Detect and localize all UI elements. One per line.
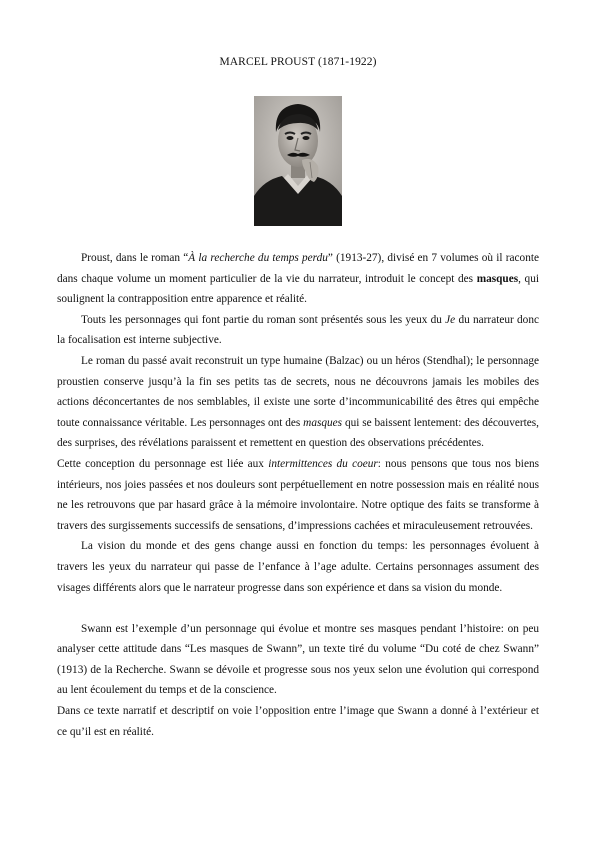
paragraph-roman-passe: Le roman du passé avait reconstruit un type humaine (Balzac) ou un héros (Stendhal); le personnage proustien conserve jusqu’à la fin ses petits tas de secrets, nous ne découvrons jamais les mobiles des actions déconcertantes de nos semblables, il existe une sorte d’incommunicabilité des êtres qui empêche toute connaissance véritable. Les personnages ont des masques qui se baissent lentement: des découvertes, des surprises, des révélations paraissent et remettent en question des observations précédentes. — [57, 354, 539, 450]
page-title: MARCEL PROUST (1871-1922) — [219, 56, 377, 68]
paragraph-swann: Swann est l’exemple d’un personnage qui évolue et montre ses masques pendant l’histoire: on peu analyser cette attitude dans “Les masques de Swann”, un texte tiré du volume “Du coté de chez Swann” (1913) de la Recherche. Swann se dévoile et progresse sous nos yeux selon une évolution qui correspond au lent écoulement du temps et de la conscience. — [57, 622, 539, 697]
paragraph-personnages: Touts les personnages qui font partie du roman sont présentés sous les yeux du Je du narrateur donc la focalisation est interne subjective. — [57, 313, 539, 347]
portrait-photo — [254, 96, 342, 226]
novel-title: À la recherche du temps perdu — [188, 252, 328, 264]
term-je: Je — [445, 313, 456, 326]
paragraph-intro: Proust, dans le roman “À la recherche du temps perdu” (1913-27), divisé en 7 volumes où il raconte dans chaque volume un moment particulier de la vie du narrateur, introduit le concept des masques, qui soulignent la contrapposition entre apparence et réalité. — [57, 252, 539, 306]
paragraph-vision: La vision du monde et des gens change aussi en fonction du temps: les personnages évoluent à travers les yeux du narrateur qui passe de l’enfance à l’age adulte. Certains personnages assument des visages différents alors que le narrateur progresse dans son expérience et dans sa vision du monde. — [57, 540, 539, 594]
term-intermittences: intermittences du coeur — [268, 457, 378, 470]
paragraph-conclusion: Dans ce texte narratif et descriptif on voie l’opposition entre l’image que Swann a donné à l’extérieur et ce qu’il est en réalité. — [57, 705, 539, 738]
body-text — [57, 248, 539, 742]
paragraph-spacer — [57, 598, 539, 619]
paragraph-intermittences: Cette conception du personnage est liée aux intermittences du coeur: nous pensons que tous nos biens intérieurs, nos joies passées et nos douleurs sont perpétuellement en notre possession mais en réalité nous ne les retrouvons que par hasard grâce à la mémoire involontaire. Notre optique des faits se transforme à travers des surgissements successifs de sensations, d’impressions cachées et miraculeusement retrouvées. — [57, 457, 539, 532]
term-masques: masques — [303, 416, 343, 429]
keyword-masques: masques — [476, 272, 519, 285]
